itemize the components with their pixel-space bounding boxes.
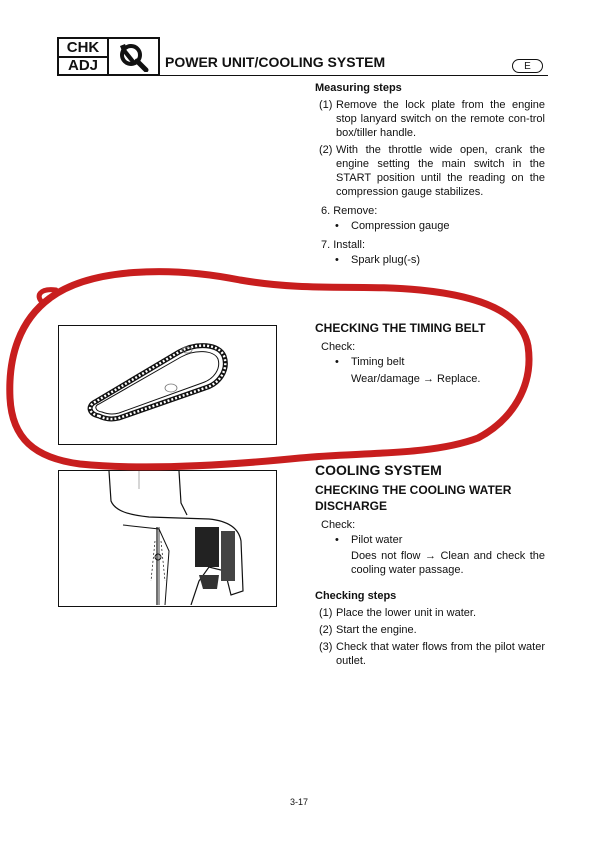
check-item: [315, 533, 545, 547]
cooling-heading: COOLING SYSTEM: [315, 462, 442, 478]
outboard-lower-unit-illustration: [59, 471, 275, 605]
step-text: Start the engine.: [336, 624, 417, 636]
install-label: 7. Install:: [321, 239, 366, 251]
header-rule: [160, 75, 548, 76]
chapter-code-bottom: ADJ: [59, 56, 107, 75]
page-title: POWER UNIT/COOLING SYSTEM: [165, 54, 386, 70]
measuring-heading: Measuring steps: [315, 82, 402, 94]
check-item-text: Pilot water: [351, 534, 403, 546]
cooling-subheading: CHECKING THE COOLING WATER DISCHARGE: [315, 483, 512, 513]
measuring-step: [315, 98, 545, 140]
chapter-code: [59, 39, 109, 74]
chapter-code-top: CHK: [66, 38, 100, 56]
timing-belt-section: [315, 320, 545, 386]
measuring-section: [315, 81, 545, 267]
measuring-step: [315, 143, 545, 199]
checking-step: [315, 640, 545, 668]
page-number: 3-17: [290, 797, 309, 807]
step-text: With the throttle wide open, crank the engine setting the main switch in the START position until the reading on the compression gauge stabilizes.: [336, 144, 545, 198]
checking-steps-heading: Checking steps: [315, 590, 397, 602]
chapter-tab: [57, 37, 160, 76]
timing-belt-heading: CHECKING THE TIMING BELT: [315, 321, 486, 335]
check-label: Check:: [321, 519, 356, 531]
step-number: (1): [319, 99, 333, 111]
check-label: Check:: [321, 341, 356, 353]
checking-step: [315, 606, 545, 620]
bullet-icon: •: [335, 356, 339, 368]
install-item-text: Spark plug(-s): [351, 254, 421, 266]
step-number: (2): [319, 624, 333, 636]
install-item: [315, 253, 545, 267]
remove-label: 6. Remove:: [321, 205, 378, 217]
step-number: (2): [319, 144, 333, 156]
language-badge: E: [512, 59, 543, 73]
timing-belt-illustration: [59, 326, 275, 443]
wrench-magnifier-icon: [109, 39, 158, 74]
checking-step: [315, 623, 545, 637]
pilot-water-figure: [58, 470, 277, 607]
check-detail: Wear/damage → Replace.: [351, 373, 481, 385]
bullet-icon: •: [335, 534, 339, 546]
cooling-section: [315, 462, 545, 668]
timing-belt-figure: [58, 325, 277, 445]
step-number: (1): [319, 607, 333, 619]
remove-item: [315, 219, 545, 233]
check-item-text: Timing belt: [351, 356, 405, 368]
bullet-icon: •: [335, 220, 339, 232]
bullet-icon: •: [335, 254, 339, 266]
check-item: [315, 355, 545, 369]
remove-item-text: Compression gauge: [351, 220, 450, 232]
step-text: Check that water flows from the pilot water outlet.: [336, 641, 545, 667]
step-text: Remove the lock plate from the engine stop lanyard switch on the remote con-trol box/tiller handle.: [336, 99, 545, 139]
check-detail: Does not flow → Clean and check the cooling water passage.: [351, 550, 545, 576]
step-text: Place the lower unit in water.: [336, 607, 477, 619]
step-number: (3): [319, 641, 333, 653]
